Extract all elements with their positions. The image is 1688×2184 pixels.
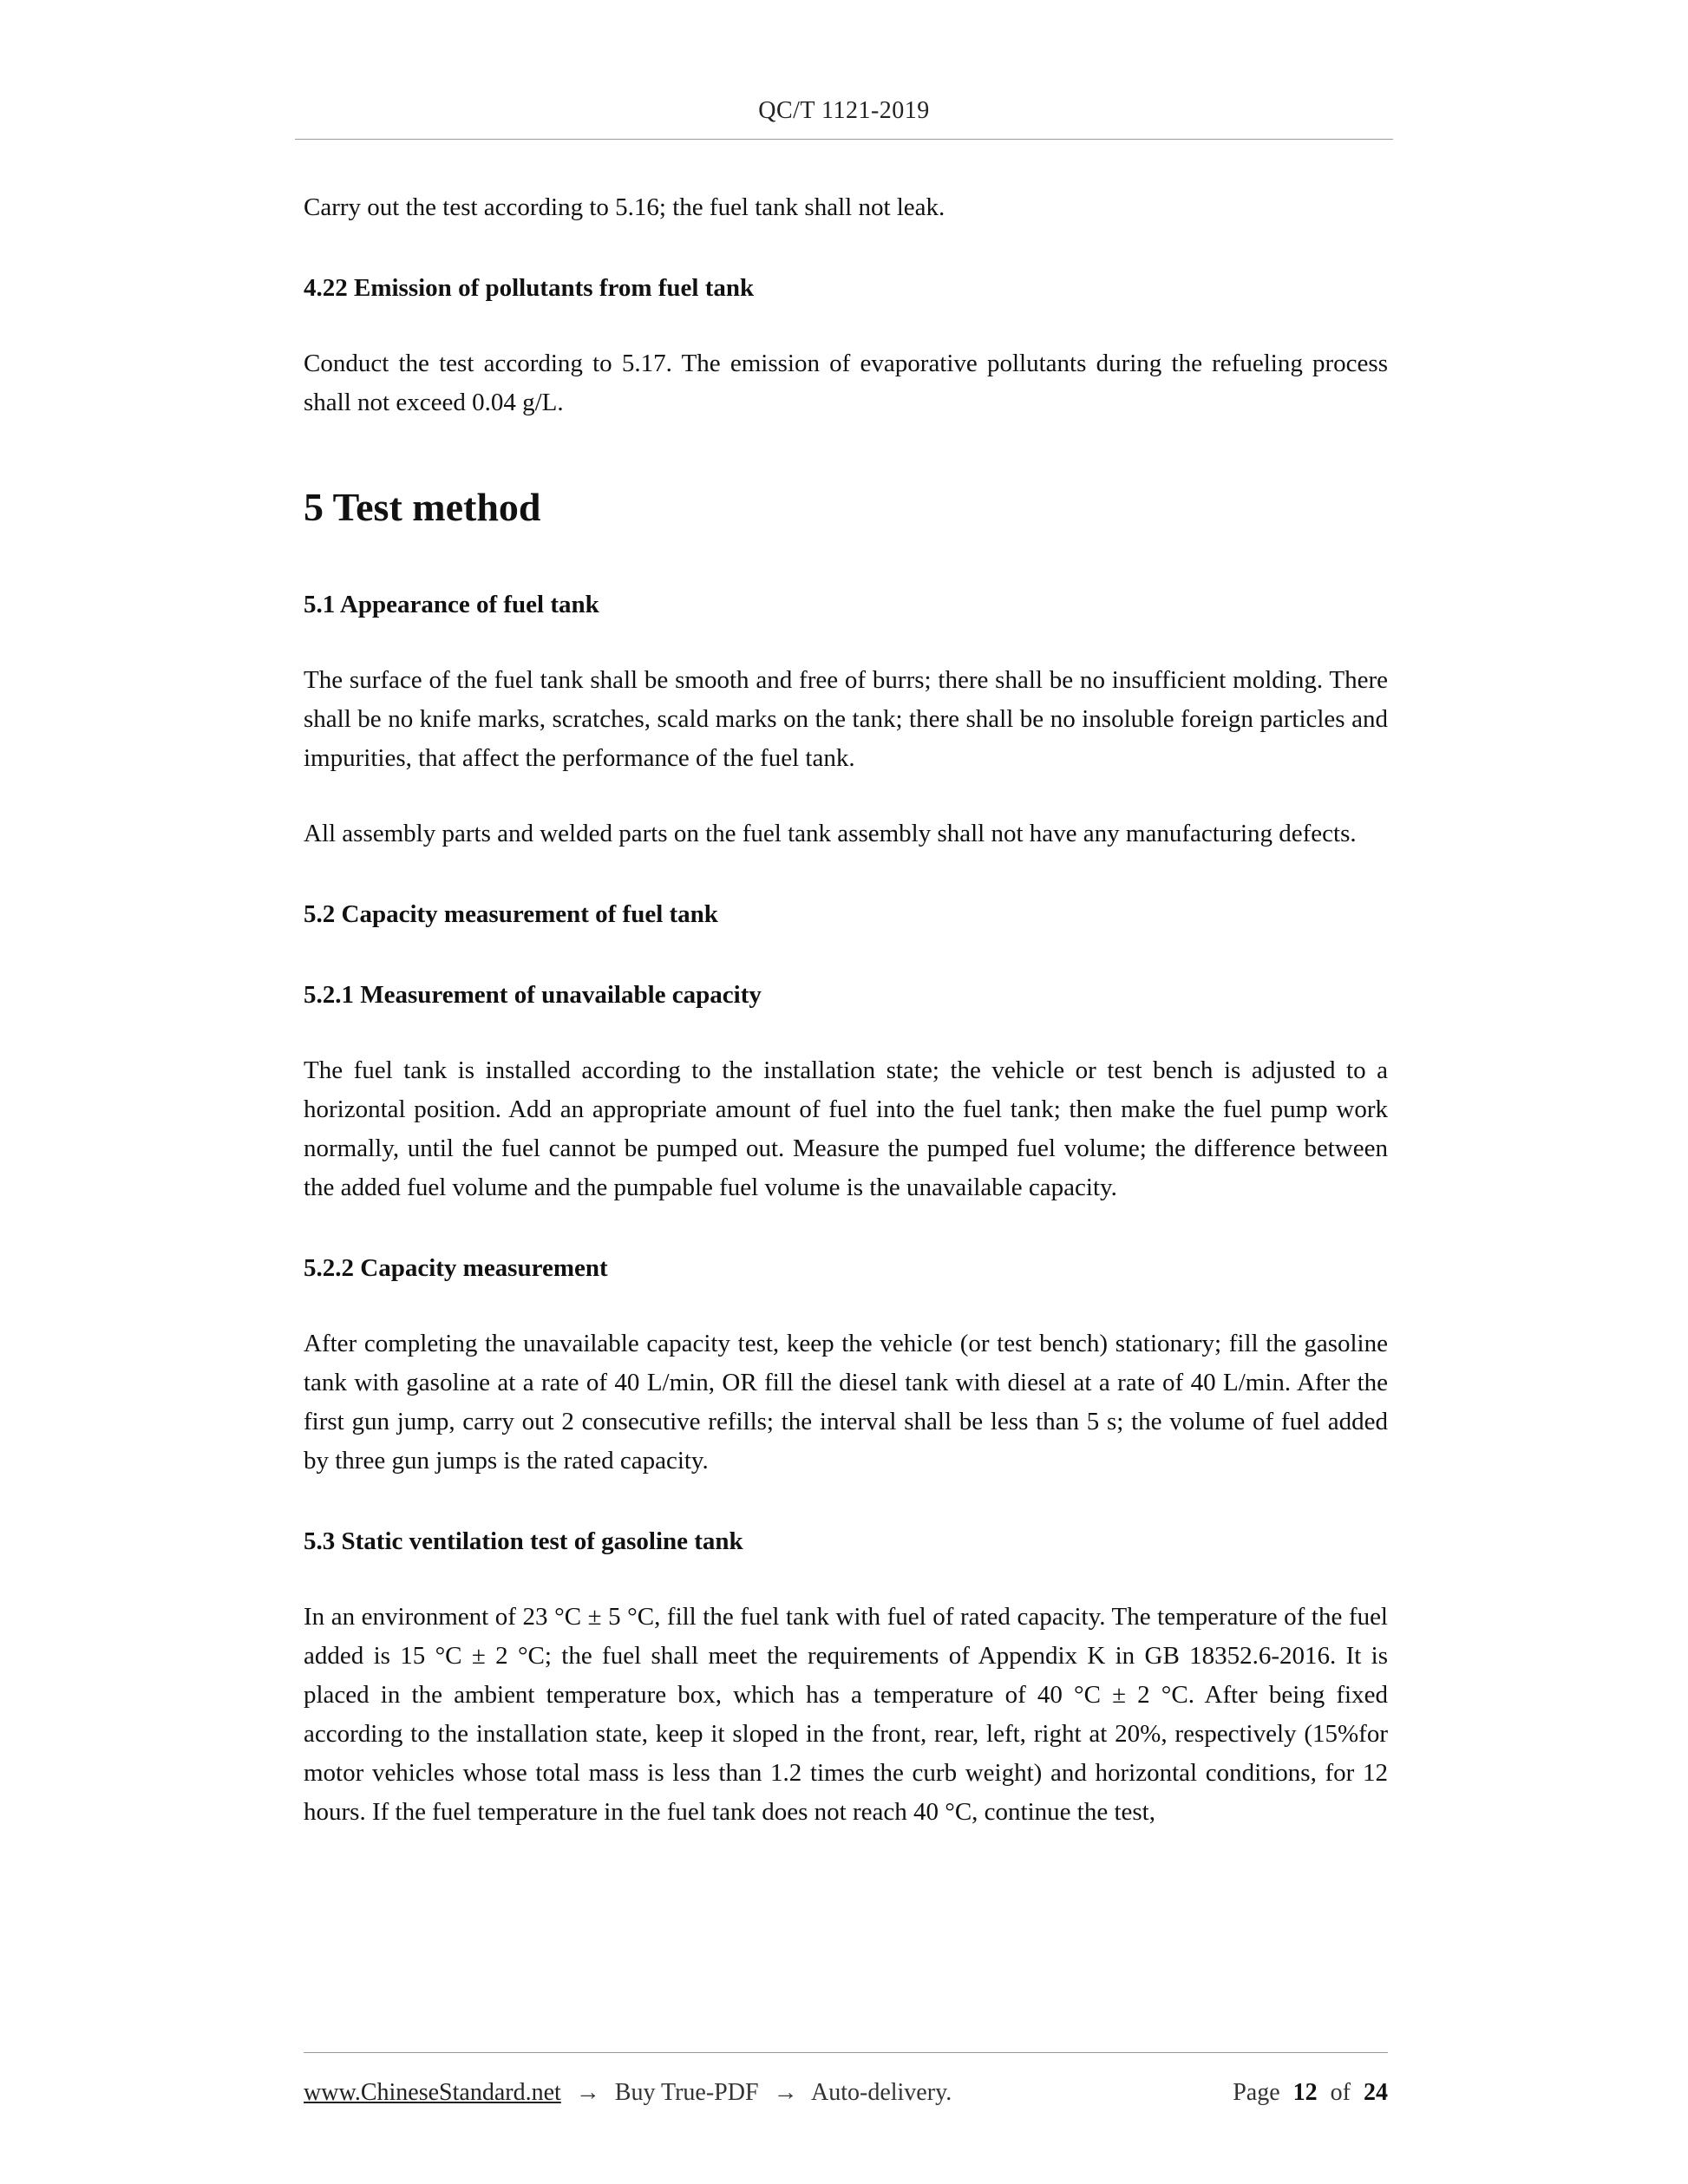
footer-site-link[interactable]: www.ChineseStandard.net bbox=[304, 2079, 561, 2106]
section-heading: 5.2.2 Capacity measurement bbox=[304, 1254, 608, 1282]
paragraph: The surface of the fuel tank shall be smooth and free of burrs; there shall be no insufficient molding. There shall be no knife marks, scratches, scald marks on the tank; there shall be no insoluble foreign particles and impurities, that affect the performance of the fuel tank. bbox=[304, 666, 1388, 772]
chapter-heading: 5 Test method bbox=[304, 485, 541, 529]
page-of-label: of bbox=[1330, 2079, 1351, 2106]
paragraph: Carry out the test according to 5.16; the fuel tank shall not leak. bbox=[304, 193, 945, 221]
footer-buy-text: Buy True-PDF bbox=[614, 2079, 759, 2106]
footer-links bbox=[304, 2079, 960, 2107]
paragraph: All assembly parts and welded parts on the fuel tank assembly shall not have any manufacturing defects. bbox=[304, 820, 1357, 847]
arrow-right-icon: → bbox=[575, 2079, 600, 2106]
paragraph: After completing the unavailable capacity test, keep the vehicle (or test bench) stationary; fill the gasoline tank with gasoline at a rate of 40 L/min, OR fill the diesel tank with diesel at a rate of 40 L/min. After the first gun jump, carry out 2 consecutive refills; the interval shall be less than 5 s; the volume of fuel added by three gun jumps is the rated capacity. bbox=[304, 1330, 1388, 1475]
paragraph: Conduct the test according to 5.17. The emission of evaporative pollutants during the refueling process shall not exceed 0.04 g/L. bbox=[304, 350, 1388, 416]
page-number-total: 24 bbox=[1364, 2079, 1388, 2106]
section-heading: 5.1 Appearance of fuel tank bbox=[304, 591, 599, 618]
page-label: Page bbox=[1233, 2079, 1280, 2106]
footer-row bbox=[304, 2053, 1388, 2107]
document-content bbox=[304, 140, 1388, 1832]
paragraph: The fuel tank is installed according to the installation state; the vehicle or test bench is adjusted to a horizontal position. Add an appropriate amount of fuel into the fuel tank; then make the fuel pump work normally, until the fuel cannot be pumped out. Measure the pumped fuel volume; the difference between the added fuel volume and the pumpable fuel volume is the unavailable capacity. bbox=[304, 1056, 1388, 1201]
page-footer bbox=[304, 2052, 1388, 2107]
section-heading: 5.3 Static ventilation test of gasoline tank bbox=[304, 1527, 743, 1555]
arrow-right-icon: → bbox=[773, 2079, 798, 2106]
page-indicator bbox=[1226, 2079, 1388, 2107]
paragraph: In an environment of 23 °C ± 5 °C, fill the fuel tank with fuel of rated capacity. The temperature of the fuel added is 15 °C ± 2 °C; the fuel shall meet the requirements of Appendix K in GB 18352.6-2016. It is placed in the ambient temperature box, which has a temperature of 40 °C ± 2 °C. After being fixed according to the installation state, keep it sloped in the front, rear, left, right at 20%, respectively (15%for motor vehicles whose total mass is less than 1.2 times the curb weight) and horizontal conditions, for 12 hours. If the fuel temperature in the fuel tank does not reach 40 °C, continue the test, bbox=[304, 1603, 1388, 1826]
footer-delivery-text: Auto-delivery. bbox=[811, 2079, 952, 2106]
document-number: QC/T 1121-2019 bbox=[758, 97, 930, 124]
page-header bbox=[0, 0, 1688, 140]
section-heading: 4.22 Emission of pollutants from fuel tank bbox=[304, 274, 755, 302]
section-heading: 5.2 Capacity measurement of fuel tank bbox=[304, 900, 718, 928]
section-heading: 5.2.1 Measurement of unavailable capacity bbox=[304, 981, 762, 1009]
page-number-current: 12 bbox=[1292, 2079, 1318, 2106]
